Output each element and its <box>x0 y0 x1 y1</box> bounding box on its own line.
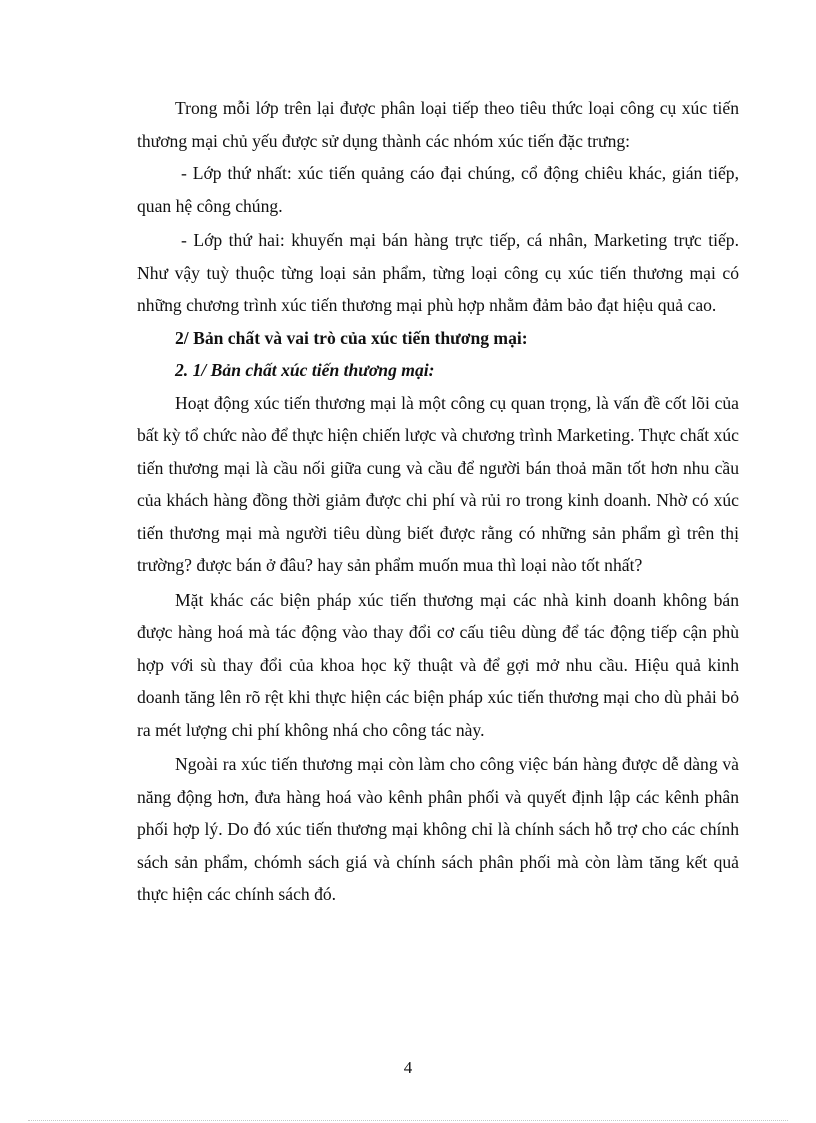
subsection-heading: 2. 1/ Bản chất xúc tiến thương mại: <box>175 360 435 380</box>
paragraph-nature: Hoạt động xúc tiến thương mại là một công cụ quan trọng, là vấn đề cốt lõi của bất kỳ tổ chức nào để thực hiện chiến lược và chương trình Marketing. Thực chất xúc tiến thương mại là cầu nối giữa cung và cầu để người bán thoả mãn tốt hơn nhu cầu của khách hàng đồng thời giảm được chi phí và rủi ro trong kinh doanh. Nhờ có xúc tiến thương mại mà người tiêu dùng biết được rằng có những sản phẩm gì trên thị trường? được bán ở đâu? hay sản phẩm muốn mua thì loại nào tốt nhất? <box>137 392 739 575</box>
paragraph-other-side: Mặt khác các biện pháp xúc tiến thương mại các nhà kinh doanh không bán được hàng hoá mà tác động vào thay đổi cơ cấu tiêu dùng để tác động tiếp cận phù hợp với sù thay đổi của khoa học kỹ thuật và để gợi mở nhu cầu. Hiệu quả kinh doanh tăng lên rõ rệt khi thực hiện các biện pháp xúc tiến thương mại cho dù phải bỏ ra mét lượng chi phí không nhá cho công tác này. <box>137 589 739 740</box>
paragraph-second-layer: - Lớp thứ hai: khuyến mại bán hàng trực tiếp, cá nhân, Marketing trực tiếp. Như vậy tuỳ thuộc từng loại sản phẩm, từng loại công cụ xúc tiến thương mại có những chương trình xúc tiến thương mại phù hợp nhằm đảm bảo đạt hiệu quả cao. <box>137 230 739 315</box>
paragraph-besides: Ngoài ra xúc tiến thương mại còn làm cho công việc bán hàng được dễ dàng và năng động hơn, đưa hàng hoá vào kênh phân phối và quyết định lập các kênh phân phối hợp lý. Do đó xúc tiến thương mại không chỉ là chính sách hỗ trợ cho các chính sách sản phẩm, chómh sách giá và chính sách phân phối mà còn làm tăng kết quả thực hiện các chính sách đó. <box>137 754 739 904</box>
footer-divider <box>28 1120 788 1121</box>
paragraph-intro: Trong mỗi lớp trên lại được phân loại tiếp theo tiêu thức loại công cụ xúc tiến thương mại chủ yếu được sử dụng thành các nhóm xúc tiến đặc trưng: <box>137 98 739 151</box>
paragraph-first-layer: - Lớp thứ nhất: xúc tiến quảng cáo đại chúng, cổ động chiêu khác, gián tiếp, quan hệ công chúng. <box>137 163 739 216</box>
document-body <box>137 92 739 911</box>
section-heading: 2/ Bản chất và vai trò của xúc tiến thương mại: <box>175 327 528 348</box>
page-number: 4 <box>403 1058 413 1077</box>
